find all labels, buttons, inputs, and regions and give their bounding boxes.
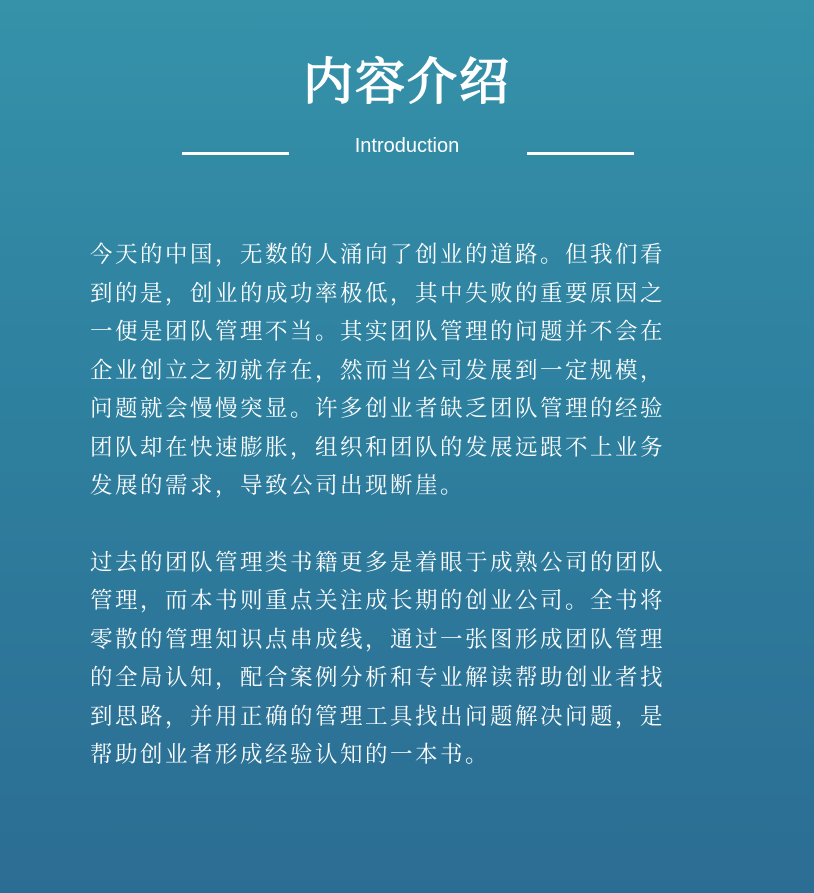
subtitle-row (0, 131, 814, 161)
section-title: 内容介绍 (303, 53, 511, 111)
intro-body (90, 236, 722, 775)
section-subtitle: Introduction (354, 135, 460, 157)
intro-paragraph-2: 过去的团队管理类书籍更多是着眼于成熟公司的团队 管理，而本书则重点关注成长期的创业公司。全书将 零散的管理知识点串成线，通过一张图形成团队管理 的全局认知，配合案例分析和专业解读帮助创业者找 到思路，并用正确的管理工具找出问题解决问题，是 帮助创业者形成经验认知的一本书。 (90, 549, 666, 768)
intro-paragraph-1: 今天的中国，无数的人涌向了创业的道路。但我们看 到的是，创业的成功率极低，其中失败的重要原因之 一便是团队管理不当。其实团队管理的问题并不会在 企业创立之初就存在，然而当公司发展到一定规模， 问题就会慢慢突显。许多创业者缺乏团队管理的经验 团队却在快速膨胀，组织和团队的发展远跟不上业务 发展的需求，导致公司出现断崖。 (90, 242, 666, 499)
right-divider-line (527, 152, 634, 155)
